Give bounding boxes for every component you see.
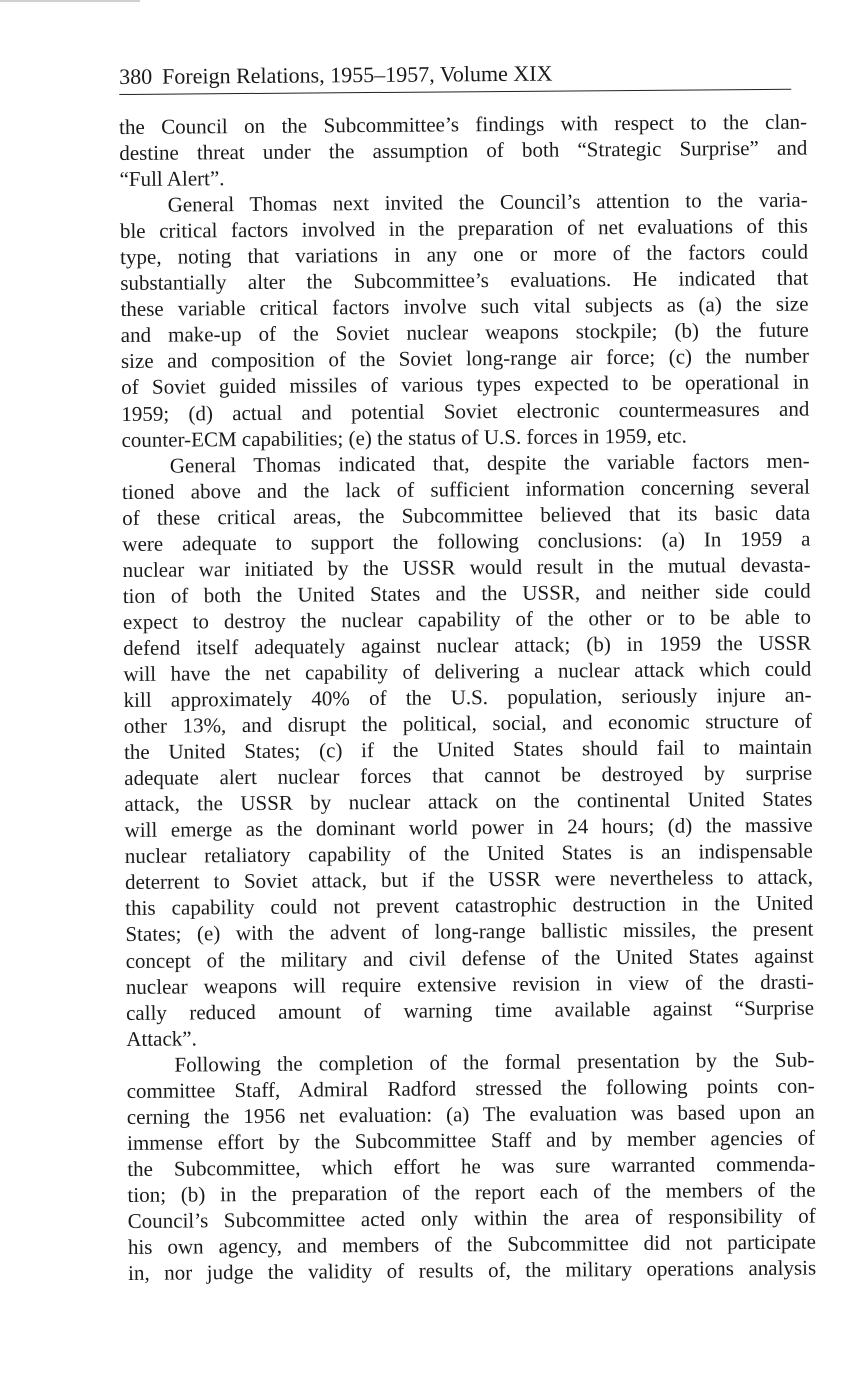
text-line: were adequate to support the following conclusions: (a) In 1959 a	[122, 526, 811, 556]
text-line: tion; (b) in the preparation of the report each of the members of the	[127, 1177, 816, 1207]
text-line: immense effort by the Subcommittee Staff and by member agencies of	[126, 1125, 816, 1155]
text-line: nuclear war initiated by the USSR would result in the mutual devasta-	[122, 552, 811, 582]
text-line: the United States; (c) if the United States should fail to maintain	[123, 734, 813, 765]
text-line: tion of both the United States and the USSR, and neither side could	[122, 578, 811, 608]
text-line: Following the completion of the formal presentation by the Sub-	[174, 1047, 815, 1077]
page-edge-divider	[0, 0, 140, 2]
text-line: these variable critical factors involve such vital subjects as (a) the size	[120, 291, 809, 322]
text-line: defend itself adequately against nuclear attack; (b) in 1959 the USSR	[123, 630, 812, 660]
text-line: will have the net capability of delivering a nuclear attack which could	[123, 656, 812, 686]
text-line: deterrent to Soviet attack, but if the USSR were nevertheless to attack,	[124, 864, 814, 895]
text-line: concept of the military and civil defense of the United States against	[125, 943, 814, 973]
text-line: expect to destroy the nuclear capability of the other or to be able to	[122, 604, 812, 634]
book-title: Foreign Relations, 1955–1957, Volume XIX	[162, 60, 553, 89]
text-line: other 13%, and disrupt the political, social, and economic structure of	[123, 708, 812, 739]
text-line: tioned above and the lack of sufficient information concerning several	[121, 474, 811, 504]
paragraph	[120, 187, 810, 453]
text-line: ble critical factors involved in the preparation of net evaluations of this	[119, 213, 808, 244]
text-line: adequate alert nuclear forces that cannot be destroyed by surprise	[124, 760, 813, 791]
text-line: and make-up of the Soviet nuclear weapons stockpile; (b) the future	[120, 317, 809, 348]
text-line: cally reduced amount of warning time available against “Surprise	[125, 995, 815, 1025]
text-line: type, noting that variations in any one or more of the factors could	[120, 239, 809, 270]
text-line: General Thomas indicated that, despite the variable factors men-	[169, 448, 810, 478]
text-line: in, nor judge the validity of results of, the military operations analysis	[128, 1255, 817, 1286]
text-line: his own agency, and members of the Subcommittee did not participate	[127, 1229, 816, 1259]
text-line: Attack”.	[126, 1026, 197, 1051]
text-line: Council’s Subcommittee acted only within the area of responsibility of	[127, 1203, 816, 1233]
text-line: committee Staff, Admiral Radford stressed the following points con-	[126, 1073, 815, 1103]
text-line: will emerge as the dominant world power in 24 hours; (d) the massive	[124, 812, 813, 843]
text-line: General Thomas next invited the Council’s attention to the varia-	[167, 187, 808, 217]
paragraph	[126, 1046, 816, 1286]
text-line: “Full Alert”.	[119, 166, 225, 192]
text-line: the Council on the Subcommittee’s findings with respect to the clan-	[119, 109, 808, 139]
text-line: attack, the USSR by nuclear attack on the continental United States	[124, 786, 813, 817]
text-line: substantially alter the Subcommittee’s evaluations. He indicated that	[120, 265, 809, 296]
running-head	[119, 55, 791, 95]
text-line: States; (e) with the advent of long-range ballistic missiles, the present	[125, 917, 814, 947]
body-text	[119, 109, 816, 1286]
text-line: of these critical areas, the Subcommittee believed that its basic data	[122, 500, 811, 530]
text-line: cerning the 1956 net evaluation: (a) The evaluation was based upon an	[126, 1099, 815, 1129]
text-line: this capability could not prevent catastrophic destruction in the United	[125, 890, 814, 921]
page-number: 380	[119, 63, 153, 89]
text-line: destine threat under the assumption of both “Strategic Surprise” and	[119, 135, 808, 166]
text-line: 1959; (d) actual and potential Soviet electronic countermeasures and	[121, 396, 810, 426]
text-line: nuclear retaliatory capability of the United States is an indispensable	[124, 838, 813, 869]
paragraph	[122, 447, 815, 1051]
text-line: the Subcommittee, which effort he was sure warranted commenda-	[127, 1151, 816, 1181]
text-line: of Soviet guided missiles of various types expected to be operational in	[121, 370, 810, 400]
text-line: size and composition of the Soviet long-range air force; (c) the number	[120, 344, 810, 374]
text-line: nuclear weapons will require extensive revision in view of the drasti-	[125, 969, 814, 999]
text-line: counter-ECM capabilities; (e) the status of U.S. forces in 1959, etc.	[121, 423, 687, 452]
paragraph	[119, 109, 808, 193]
text-line: kill approximately 40% of the U.S. population, seriously injure an-	[123, 682, 812, 713]
